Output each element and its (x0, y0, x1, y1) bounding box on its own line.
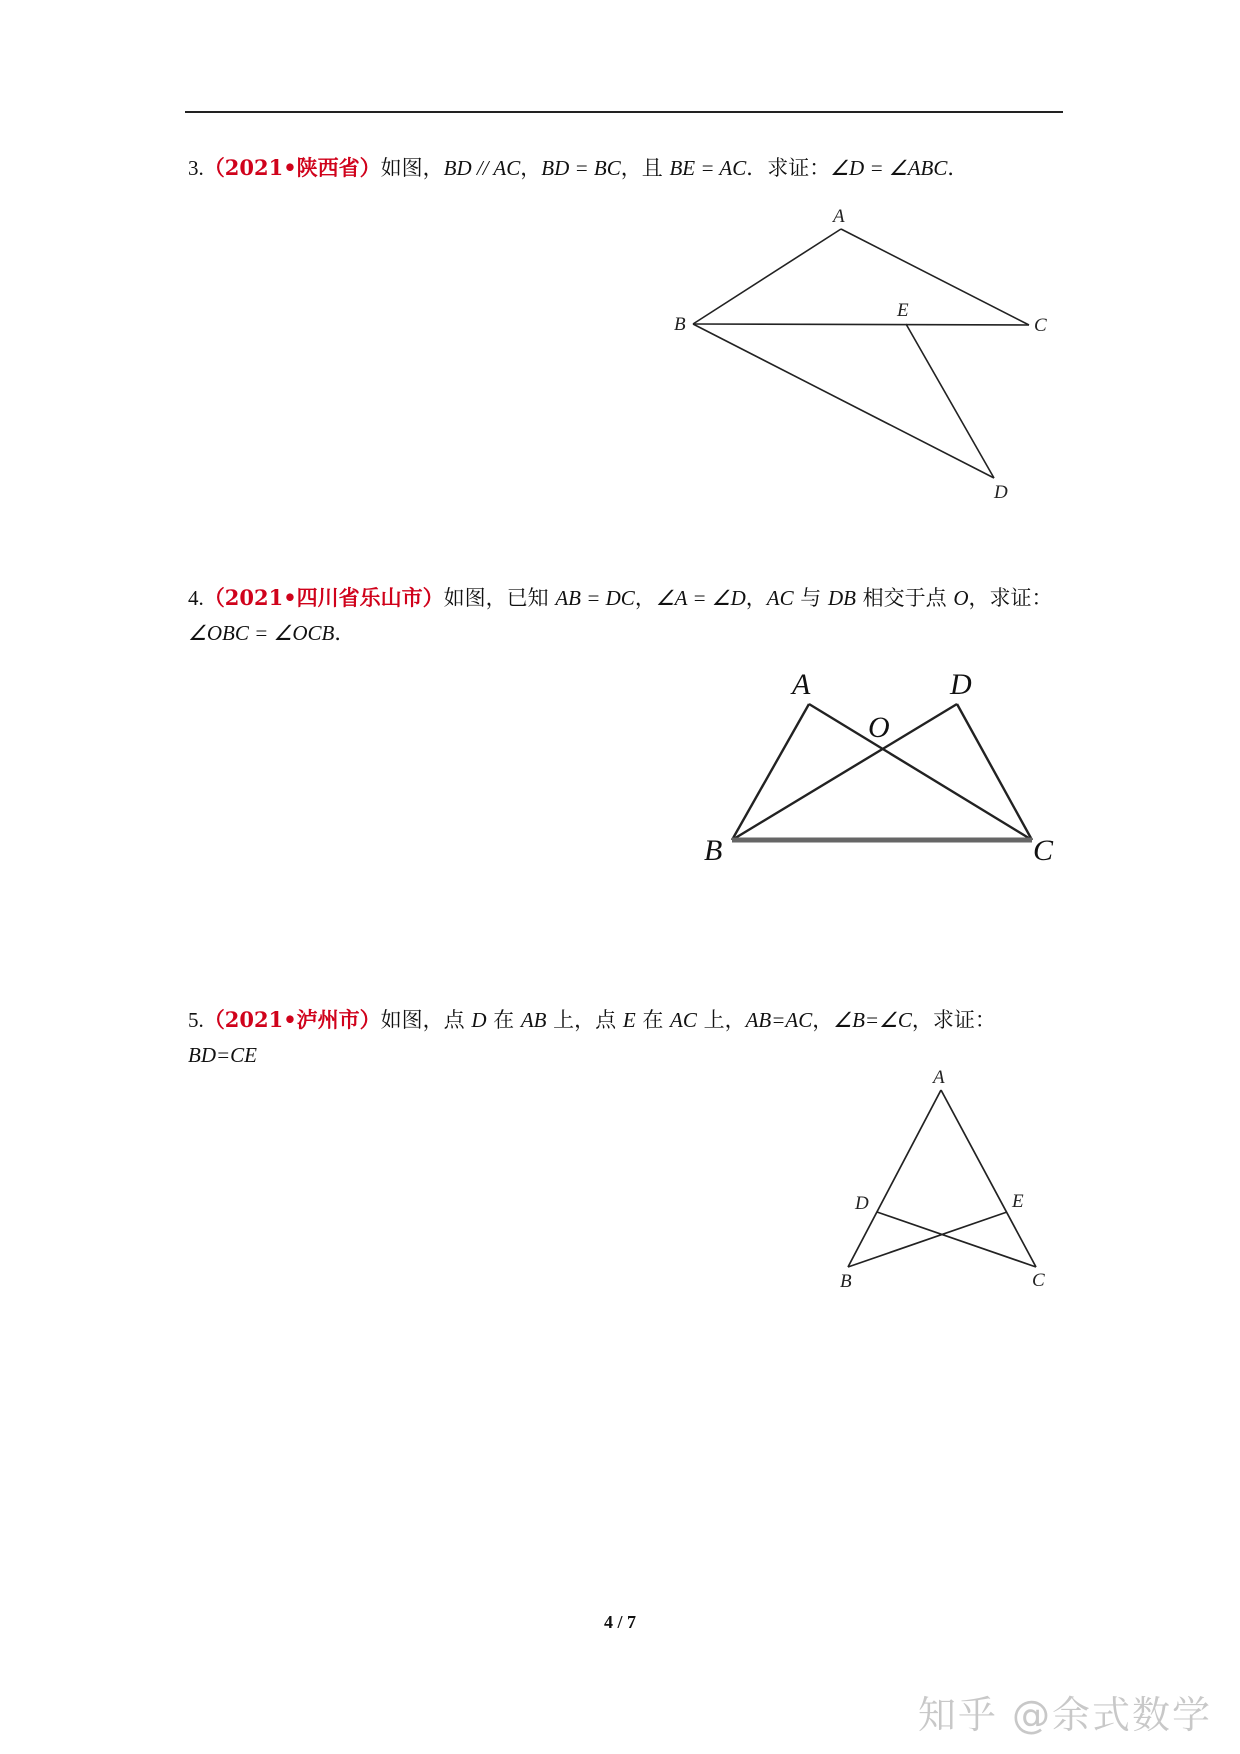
math-expr: ∠A = ∠D (655, 586, 746, 610)
problem-text: 如图，点 (380, 1008, 472, 1032)
problem-text: 相交于点 (855, 586, 954, 610)
math-expr: DB (827, 586, 856, 610)
math-expr: BE = AC (669, 156, 747, 180)
math-expr: BD=CE (188, 1043, 257, 1067)
math-expr: AC (766, 586, 794, 610)
label-d: D (855, 1193, 869, 1214)
problem-4 (188, 580, 1058, 651)
problem-3 (188, 150, 1058, 186)
label-d: D (950, 668, 972, 701)
problem-text: ， (520, 156, 542, 180)
problem-number: 4. (188, 586, 204, 610)
problem-text: 如图， (380, 156, 444, 180)
problem-text: 在 (486, 1008, 521, 1032)
math-expr: ∠D = ∠ABC (830, 156, 948, 180)
problem-text: ． (334, 621, 356, 645)
math-expr: D (471, 1008, 487, 1032)
segment-dc (957, 704, 1032, 840)
segment-dc (877, 1212, 1036, 1267)
label-e: E (1012, 1191, 1024, 1212)
segment-bd (693, 324, 994, 478)
label-a: A (933, 1067, 945, 1088)
label-o: O (868, 711, 890, 744)
header-rule (185, 111, 1063, 113)
problem-number: 5. (188, 1008, 204, 1032)
figure-3 (670, 200, 1070, 503)
math-expr: ∠B=∠C (833, 1008, 912, 1032)
label-c: C (1033, 834, 1054, 867)
label-d: D (994, 482, 1008, 503)
segment-bc (693, 324, 1029, 325)
math-expr: ∠OBC = ∠OCB (188, 621, 335, 645)
math-expr: E (622, 1008, 636, 1032)
problem-text: 上，点 (546, 1008, 623, 1032)
segment-ac (841, 229, 1029, 325)
problem-number: 3. (188, 156, 204, 180)
problem-text: ． (947, 156, 969, 180)
label-c: C (1032, 1270, 1045, 1291)
problem-text: ，求证： (911, 1008, 996, 1032)
math-expr: AB=AC (745, 1008, 813, 1032)
math-expr: AB (520, 1008, 547, 1032)
problem-text: 在 (635, 1008, 671, 1032)
math-expr: O (953, 586, 969, 610)
problem-text: 与 (793, 586, 828, 610)
segment-ac (941, 1090, 1036, 1267)
label-b: B (704, 834, 723, 867)
math-expr: AB = DC (555, 586, 635, 610)
label-e: E (897, 300, 909, 321)
problem-text: 如图，已知 (443, 586, 556, 610)
math-expr: BD = BC (541, 156, 621, 180)
math-expr: BD // AC (443, 156, 521, 180)
problem-text: ，且 (620, 156, 670, 180)
segment-ab (693, 229, 841, 324)
watermark: 知乎 @余式数学 (917, 1693, 1212, 1737)
figure-5 (820, 1050, 1060, 1290)
problem-source: （2021•陕西省） (203, 155, 381, 180)
problem-text: ， (745, 586, 767, 610)
problem-source: （2021•泸州市） (203, 1007, 381, 1032)
problem-text: ，求证： (968, 586, 1053, 610)
label-b: B (840, 1271, 852, 1292)
problem-text: ．求证： (746, 156, 831, 180)
problem-text: 上， (696, 1008, 746, 1032)
problem-text: ， (812, 1008, 834, 1032)
label-b: B (674, 314, 686, 335)
problem-source: （2021•四川省乐山市） (203, 585, 444, 610)
figure-4 (690, 660, 1090, 880)
label-c: C (1034, 315, 1047, 336)
math-expr: AC (670, 1008, 697, 1032)
segment-ab (732, 704, 809, 840)
label-a: A (792, 668, 811, 701)
page-number: 4 / 7 (603, 1612, 636, 1632)
problem-text: ， (634, 586, 656, 610)
label-a: A (833, 206, 845, 227)
